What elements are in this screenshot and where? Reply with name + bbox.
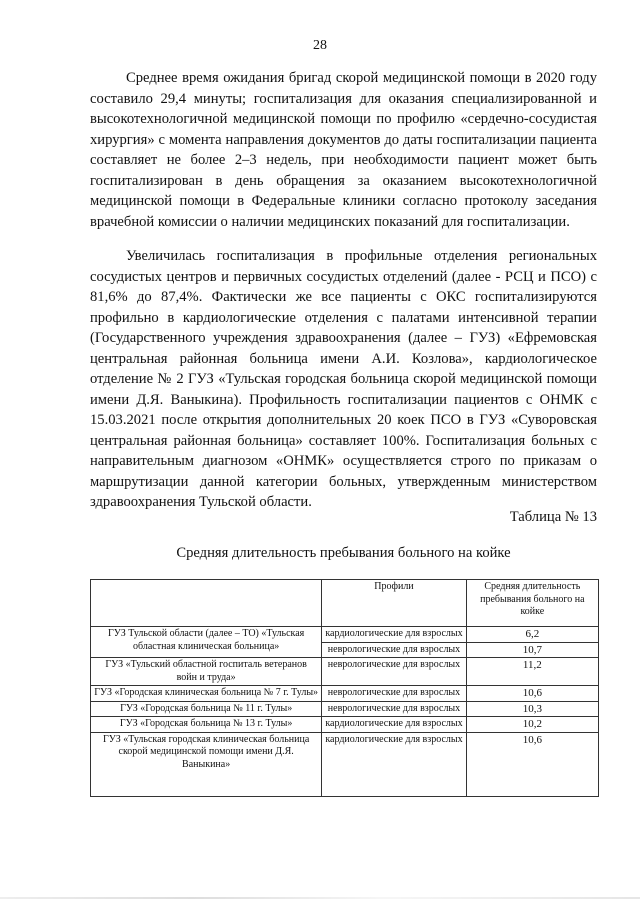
paragraph-waiting-time bbox=[90, 68, 597, 232]
header-profile: Профили bbox=[322, 580, 466, 627]
scan-artifact-line bbox=[0, 897, 640, 899]
value-cell: 10,6 bbox=[466, 686, 598, 702]
table-row bbox=[91, 627, 599, 643]
length-of-stay-table bbox=[90, 579, 599, 797]
profile-cell: кардиологические для взрослых bbox=[322, 732, 466, 796]
value-cell: 10,2 bbox=[466, 717, 598, 733]
value-cell: 10,7 bbox=[466, 642, 598, 658]
profile-cell: неврологические для взрослых bbox=[322, 701, 466, 717]
profile-cell: кардиологические для взрослых bbox=[322, 627, 466, 643]
paragraph-text: Увеличилась госпитализация в профильные отделения региональных сосудистых центров и первичных сосудистых отделений (далее - РСЦ и ПСО) с 81,6% до 87,4%. Фактически же все пациенты с ОКС госпитализируются профильно в кардиологические отделения с палатами интенсивной терапии (Государственного учреждения здравоохранения (далее – ГУЗ) «Ефремовская центральная районная больница имени А.И. Козлова», кардиологическое отделение № 2 ГУЗ «Тульская городская больница скорой медицинской помощи имени Д.Я. Ваныкина). Профильность госпитализации пациентов с ОНМК с 15.03.2021 после открытия дополнительных 20 коек ПСО в ГУЗ «Суворовская центральная районная больница» составляет 100%. Госпитализация больных с направительным диагнозом «ОНМК» осуществляется строго по приказам о маршрутизации данной категории больных, утвержденным министерством здравоохранения Тульской области. bbox=[90, 248, 597, 510]
profile-cell: неврологические для взрослых bbox=[322, 686, 466, 702]
institution-cell: ГУЗ «Городская больница № 13 г. Тулы» bbox=[91, 717, 322, 733]
value-cell: 10,6 bbox=[466, 732, 598, 796]
institution-cell: ГУЗ «Городская клиническая больница № 7 г. Тулы» bbox=[91, 686, 322, 702]
institution-cell: ГУЗ Тульской области (далее – ТО) «Тульская областная клиническая больница» bbox=[91, 627, 322, 658]
table-title: Средняя длительность пребывания больного на койке bbox=[176, 545, 511, 561]
value-cell: 11,2 bbox=[466, 658, 598, 686]
page-number: 28 bbox=[313, 38, 327, 53]
header-average-stay: Средняя длительность пребывания больного на койке bbox=[466, 580, 598, 627]
paragraph-text: Среднее время ожидания бригад скорой медицинской помощи в 2020 году составило 29,4 минуты; госпитализация для оказания специализированной и высокотехнологичной медицинской помощи по профилю «сердечно-сосудистая хирургия» с момента направления документов до даты госпитализации пациента составляет не более 2–3 недель, при необходимости пациент может быть госпитализирован в день обращения за оказанием высокотехнологичной медицинской помощи в Федеральные клиники согласно протоколу заседания врачебной комиссии о наличии медицинских показаний для госпитализации. bbox=[90, 70, 597, 230]
paragraph-hospitalization bbox=[90, 246, 597, 513]
institution-cell: ГУЗ «Тульский областной госпиталь ветеранов войн и труда» bbox=[91, 658, 322, 686]
header-institution bbox=[91, 580, 322, 627]
profile-cell: неврологические для взрослых bbox=[322, 658, 466, 686]
table-row bbox=[91, 686, 599, 702]
table-row bbox=[91, 717, 599, 733]
institution-cell: ГУЗ «Тульская городская клиническая больница скорой медицинской помощи имени Д.Я. Ваныкина» bbox=[91, 732, 322, 796]
table-header-row bbox=[91, 580, 599, 627]
profile-cell: кардиологические для взрослых bbox=[322, 717, 466, 733]
table-row bbox=[91, 701, 599, 717]
table-row bbox=[91, 658, 599, 686]
value-cell: 10,3 bbox=[466, 701, 598, 717]
table-row bbox=[91, 732, 599, 796]
institution-cell: ГУЗ «Городская больница № 11 г. Тулы» bbox=[91, 701, 322, 717]
table-caption: Таблица № 13 bbox=[509, 509, 597, 525]
profile-cell: неврологические для взрослых bbox=[322, 642, 466, 658]
value-cell: 6,2 bbox=[466, 627, 598, 643]
